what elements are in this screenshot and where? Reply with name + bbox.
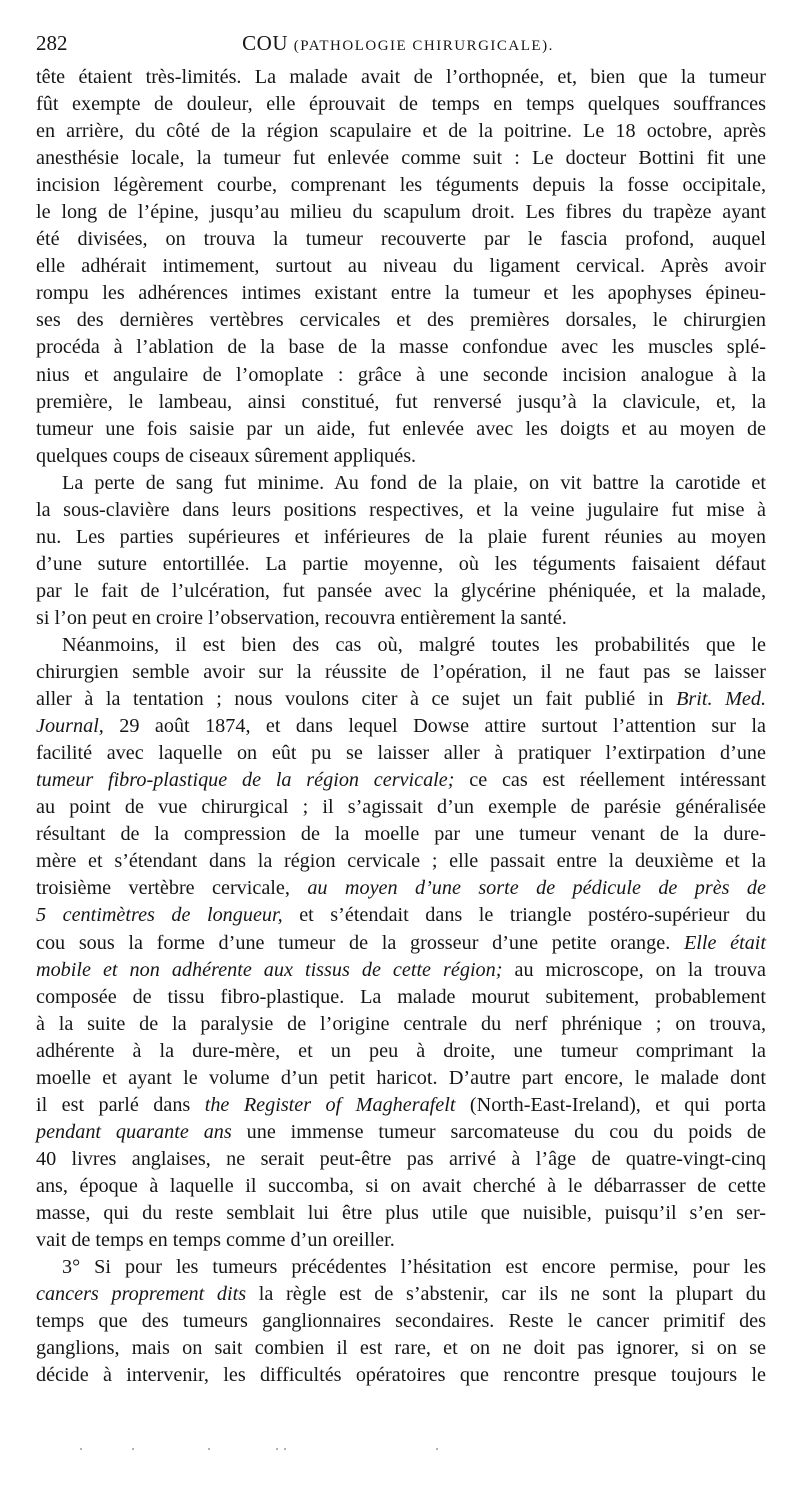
italic-text-run: pendant quarante ans bbox=[36, 1120, 232, 1143]
text-run: procéda à l’ablation de la base de la masse confondue avec les muscles splé- bbox=[36, 336, 766, 359]
print-speck bbox=[284, 1448, 286, 1450]
text-run: une immense tumeur sarcomateuse du cou du poids de bbox=[231, 1120, 766, 1143]
text-run: quelques coups de ciseaux sûrement appliqués. bbox=[36, 444, 417, 467]
body-text bbox=[36, 64, 766, 1389]
text-line bbox=[36, 1281, 766, 1308]
text-run: nu. Les parties supérieures et inférieures de la plaie furent réunies au moyen bbox=[36, 525, 766, 548]
text-run: 40 livres anglaises, ne serait peut-être pas arrivé à l’âge de quatre-vingt-cinq bbox=[36, 1147, 766, 1170]
text-run: incision légèrement courbe, comprenant les téguments depuis la fosse occipitale, bbox=[36, 174, 766, 197]
text-line bbox=[36, 1200, 766, 1227]
text-line bbox=[36, 1308, 766, 1335]
text-run: troisième vertèbre cervicale, bbox=[36, 877, 308, 900]
text-line bbox=[36, 253, 766, 280]
text-run: décide à intervenir, les difficultés opératoires que rencontre presque toujours le bbox=[36, 1364, 766, 1387]
text-run: vait de temps en temps comme d’un oreiller. bbox=[36, 1229, 395, 1252]
text-line bbox=[36, 362, 766, 389]
text-run: au point de vue chirurgical ; il s’agissait d’un exemple de parésie généralisée bbox=[36, 796, 766, 819]
text-run: fût exempte de douleur, elle éprouvait de temps en temps quelques souffrances bbox=[36, 93, 766, 116]
text-run: par le fait de l’ulcération, fut pansée avec la glycérine phéniquée, et la malade, bbox=[36, 579, 766, 602]
text-line bbox=[36, 199, 766, 226]
text-line bbox=[36, 497, 766, 524]
text-line bbox=[36, 984, 766, 1011]
text-run: masse, qui du reste semblait lui être plus utile que nuisible, puisqu’il s’en ser- bbox=[36, 1201, 766, 1224]
text-line bbox=[36, 740, 766, 767]
text-run: La perte de sang fut minime. Au fond de la plaie, on vit battre la carotide et bbox=[62, 471, 766, 494]
print-speck bbox=[276, 1448, 278, 1450]
text-line bbox=[36, 902, 766, 929]
text-line bbox=[36, 875, 766, 902]
text-line bbox=[36, 389, 766, 416]
italic-text-run: 5 centimètres de longueur, bbox=[36, 904, 283, 927]
text-run: ce cas est réellement intéressant bbox=[454, 769, 766, 792]
italic-text-run: au moyen d’une sorte de pédicule de près de bbox=[307, 877, 766, 900]
text-line bbox=[36, 443, 766, 470]
text-run: aller à la tentation ; nous voulons citer à ce sujet un fait publié in bbox=[36, 688, 677, 711]
text-run: moelle et ayant le volume d’un petit haricot. D’autre part encore, le malade dont bbox=[36, 1066, 766, 1089]
text-line bbox=[36, 794, 766, 821]
running-title-sub: (PATHOLOGIE CHIRURGICALE). bbox=[293, 38, 554, 54]
text-run: 3° Si pour les tumeurs précédentes l’hésitation est encore permise, pour les bbox=[62, 1256, 766, 1279]
text-run: rompu les adhérences intimes existant entre la tumeur et les apophyses épineu- bbox=[36, 282, 766, 305]
text-run: d’une suture entortillée. La partie moyenne, où les téguments faisaient défaut bbox=[36, 552, 766, 575]
text-line bbox=[36, 226, 766, 253]
text-run: anesthésie locale, la tumeur fut enlevée comme suit : Le docteur Bottini fit une bbox=[36, 147, 766, 170]
page-number: 282 bbox=[36, 31, 68, 55]
text-line bbox=[36, 118, 766, 145]
text-line bbox=[36, 470, 766, 497]
text-run: composée de tissu fibro-plastique. La malade mourut subitement, probablement bbox=[36, 985, 766, 1008]
text-line bbox=[36, 821, 766, 848]
text-line bbox=[36, 1092, 766, 1119]
text-run: tumeur une fois saisie par un aide, fut enlevée avec les doigts et au moyen de bbox=[36, 417, 766, 440]
print-speck bbox=[208, 1448, 210, 1450]
italic-text-run: Journal, bbox=[36, 715, 104, 738]
italic-text-run: tumeur fibro-plastique de la région cervicale; bbox=[36, 769, 455, 792]
text-line bbox=[36, 64, 766, 91]
text-line bbox=[36, 551, 766, 578]
text-line bbox=[36, 1011, 766, 1038]
text-line bbox=[36, 1173, 766, 1200]
text-run: mère et s’étendant dans la région cervicale ; elle passait entre la deuxième et la bbox=[36, 850, 766, 873]
text-run: à la suite de la paralysie de l’origine centrale du nerf phrénique ; on trouva, bbox=[36, 1012, 766, 1035]
text-line bbox=[36, 334, 766, 361]
text-run: la sous-clavière dans leurs positions respectives, et la veine jugulaire fut mise à bbox=[36, 498, 766, 521]
text-run: été divisées, on trouva la tumeur recouverte par le fascia profond, auquel bbox=[36, 228, 766, 251]
text-line bbox=[36, 767, 766, 794]
text-line bbox=[36, 632, 766, 659]
text-run: en arrière, du côté de la région scapulaire et de la poitrine. Le 18 octobre, après bbox=[36, 120, 766, 143]
text-line bbox=[36, 1227, 766, 1254]
text-run: adhérente à la dure-mère, et un peu à droite, une tumeur comprimant la bbox=[36, 1039, 766, 1062]
text-run: elle adhérait intimement, surtout au niveau du ligament cervical. Après avoir bbox=[36, 255, 766, 278]
text-line bbox=[36, 930, 766, 957]
text-line bbox=[36, 172, 766, 199]
text-run: et s’étendait dans le triangle postéro-supérieur du bbox=[282, 904, 766, 927]
italic-text-run: cancers proprement dits bbox=[36, 1283, 247, 1306]
text-line bbox=[36, 91, 766, 118]
text-run: Néanmoins, il est bien des cas où, malgré toutes les probabilités que le bbox=[62, 633, 766, 656]
text-run: il est parlé dans bbox=[36, 1093, 205, 1116]
italic-text-run: the Register of Magherafelt bbox=[204, 1093, 456, 1116]
text-run: tête étaient très-limités. La malade avait de l’orthopnée, et, bien que la tumeur bbox=[36, 66, 766, 88]
text-line bbox=[36, 307, 766, 334]
text-line bbox=[36, 957, 766, 984]
page-bottom-marks bbox=[80, 1448, 720, 1454]
text-line bbox=[36, 686, 766, 713]
text-line bbox=[36, 578, 766, 605]
print-speck bbox=[80, 1448, 82, 1450]
text-run: ganglions, mais on sait combien il est rare, et on ne doit pas ignorer, si on se bbox=[36, 1337, 766, 1360]
text-line bbox=[36, 605, 766, 632]
text-run: (North-East-Ireland), et qui porta bbox=[455, 1093, 766, 1116]
text-run: ans, époque à laquelle il succomba, si on avait cherché à le débarrasser de cette bbox=[36, 1174, 766, 1197]
running-head bbox=[36, 30, 760, 56]
text-line bbox=[36, 1254, 766, 1281]
text-run: résultant de la compression de la moelle par une tumeur venant de la dure- bbox=[36, 823, 766, 846]
text-run: chirurgien semble avoir sur la réussite de l’opération, il ne faut pas se laisser bbox=[36, 661, 766, 684]
text-run: première, le lambeau, ainsi constitué, fut renversé jusqu’à la clavicule, et, la bbox=[36, 390, 766, 413]
print-speck bbox=[436, 1448, 438, 1450]
text-line bbox=[36, 1362, 766, 1389]
running-title-main: COU bbox=[242, 31, 288, 55]
print-speck bbox=[132, 1448, 134, 1450]
text-line bbox=[36, 280, 766, 307]
text-run: si l’on peut en croire l’observation, recouvra entièrement la santé. bbox=[36, 606, 567, 629]
text-run: au microscope, on la trouva bbox=[502, 958, 767, 981]
text-line bbox=[36, 659, 766, 686]
text-line bbox=[36, 524, 766, 551]
running-title bbox=[36, 30, 760, 59]
text-run: 29 août 1874, et dans lequel Dowse attire surtout l’attention sur la bbox=[103, 715, 766, 738]
text-line bbox=[36, 416, 766, 443]
italic-text-run: Brit. Med. bbox=[676, 688, 766, 711]
text-line bbox=[36, 145, 766, 172]
italic-text-run: mobile et non adhérente aux tissus de cette région; bbox=[36, 958, 503, 981]
text-line bbox=[36, 1146, 766, 1173]
text-run: facilité avec laquelle on eût pu se laisser aller à pratiquer l’extirpation d’une bbox=[36, 742, 766, 765]
text-run: temps que des tumeurs ganglionnaires secondaires. Reste le cancer primitif des bbox=[36, 1310, 766, 1333]
text-line bbox=[36, 1065, 766, 1092]
text-line bbox=[36, 1038, 766, 1065]
text-run: le long de l’épine, jusqu’au milieu du scapulum droit. Les fibres du trapèze ayant bbox=[36, 201, 766, 224]
text-run: la règle est de s’abstenir, car ils ne sont la plupart du bbox=[246, 1283, 766, 1306]
text-line bbox=[36, 1119, 766, 1146]
text-line bbox=[36, 848, 766, 875]
text-run: nius et angulaire de l’omoplate : grâce à une seconde incision analogue à la bbox=[36, 363, 766, 386]
text-run: cou sous la forme d’une tumeur de la grosseur d’une petite orange. bbox=[36, 931, 684, 954]
italic-text-run: Elle était bbox=[683, 931, 767, 954]
text-line bbox=[36, 1335, 766, 1362]
text-line bbox=[36, 713, 766, 740]
text-run: ses des dernières vertèbres cervicales et des premières dorsales, le chirurgien bbox=[36, 309, 766, 332]
